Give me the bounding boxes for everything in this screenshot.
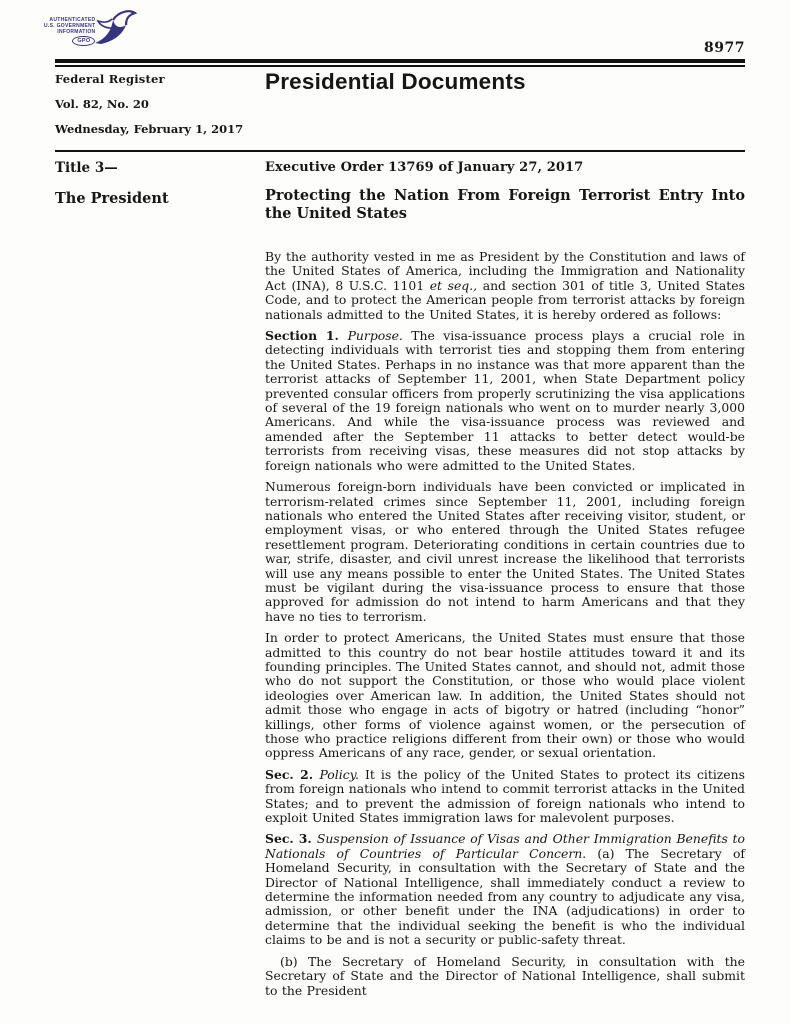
issue-date: Wednesday, February 1, 2017 (55, 122, 244, 136)
section-heading: Presidential Documents (265, 69, 526, 94)
paragraph: In order to protect Americans, the United States must ensure that those admitted to this country do not bear hostile attitudes toward it and its founding principles. The United States cannot, and should not, admit those who do not support the Constitution, or those who would place violent ideologies over American law. In addition, the United States should not admit those who engage in acts of bigotry or hatred (including “honor” killings, other forms of violence against women, or the persecution of those who practice religions different from their own) or those who would oppress Americans of any race, gender, or sexual orientation. (265, 630, 745, 761)
paragraph: Sec. 2. Policy. It is the policy of the United States to protect its citizens from foreign nationals who intend to commit terrorist attacks in the United States; and to prevent the admission of foreign nationals who intend to exploit United States immigration laws for malevolent purposes. (265, 766, 745, 826)
executive-order-heading: Executive Order 13769 of January 27, 2017 (265, 160, 584, 175)
title-left-column (55, 160, 265, 222)
page-number: 8977 (704, 40, 745, 56)
paragraph: Section 1. Purpose. The visa-issuance process plays a crucial role in detecting individuals with terrorist ties and stopping them from entering the United States. Perhaps in no instance was that more apparent than the terrorist attacks of September 11, 2001, when State Department policy prevented consular officers from properly scrutinizing the visa applications of several of the 19 foreign nationals who went on to murder nearly 3,000 Americans. And while the visa-issuance process was reviewed and amended after the September 11 attacks to better detect would-be terrorists from receiving visas, these measures did not stop attacks by foreign nationals who were admitted to the United States. (265, 328, 745, 473)
document-body (265, 250, 745, 998)
gpo-logo-line: AUTHENTICATED (49, 17, 96, 23)
gpo-eagle-icon (91, 8, 137, 52)
header-rule (55, 59, 745, 67)
title-block (55, 160, 745, 222)
title-right-column (265, 160, 745, 222)
paragraph: (b) The Secretary of Homeland Security, in consultation with the Secretary of State and the Director of National Intelligence, shall submit to the President (265, 953, 745, 998)
gpo-logo-text (44, 17, 95, 46)
gpo-seal-label: GPO (72, 36, 95, 46)
masthead-left (55, 72, 265, 147)
title-label: Title 3— (55, 160, 118, 176)
executive-order-title: Protecting the Nation From Foreign Terrorist Entry Into the United States (265, 187, 745, 222)
publication-name: Federal Register (55, 72, 165, 86)
gpo-authenticated-logo (44, 8, 137, 52)
gpo-logo-line: U.S. GOVERNMENT (44, 23, 96, 29)
paragraph: Numerous foreign-born individuals have been convicted or implicated in terrorism-related crimes since September 11, 2001, including foreign nationals who entered the United States after receiving visitor, student, or employment visas, or who entered through the United States refugee resettlement program. Deteriorating conditions in certain countries due to war, strife, disaster, and civil unrest increase the likelihood that terrorists will use any means possible to enter the United States. The United States must be vigilant during the visa-issuance process to ensure that those approved for admission do not intend to harm Americans and that they have no ties to terrorism. (265, 479, 745, 624)
masthead (55, 69, 745, 147)
volume-number: Vol. 82, No. 20 (55, 97, 149, 111)
paragraph: Sec. 3. Suspension of Issuance of Visas and Other Immigration Benefits to Nationals of Countries of Particular Concern. (a) The Secretary of Homeland Security, in consultation with the Secretary of State and the Director of National Intelligence, shall immediately conduct a review to determine the information needed from any country to adjudicate any visa, admission, or other benefit under the INA (adjudications) in order to determine that the individual seeking the benefit is who the individual claims to be and is not a security or public-safety threat. (265, 831, 745, 948)
gpo-logo-line: INFORMATION (57, 29, 96, 35)
paragraph: By the authority vested in me as President by the Constitution and laws of the United States of America, including the Immigration and Nationality Act (INA), 8 U.S.C. 1101 et seq., and section 301 of title 3, United States Code, and to protect the American people from terrorist attacks by foreign nationals admitted to the United States, it is hereby ordered as follows: (265, 249, 745, 322)
content-rule (55, 150, 745, 152)
president-label: The President (55, 190, 169, 207)
